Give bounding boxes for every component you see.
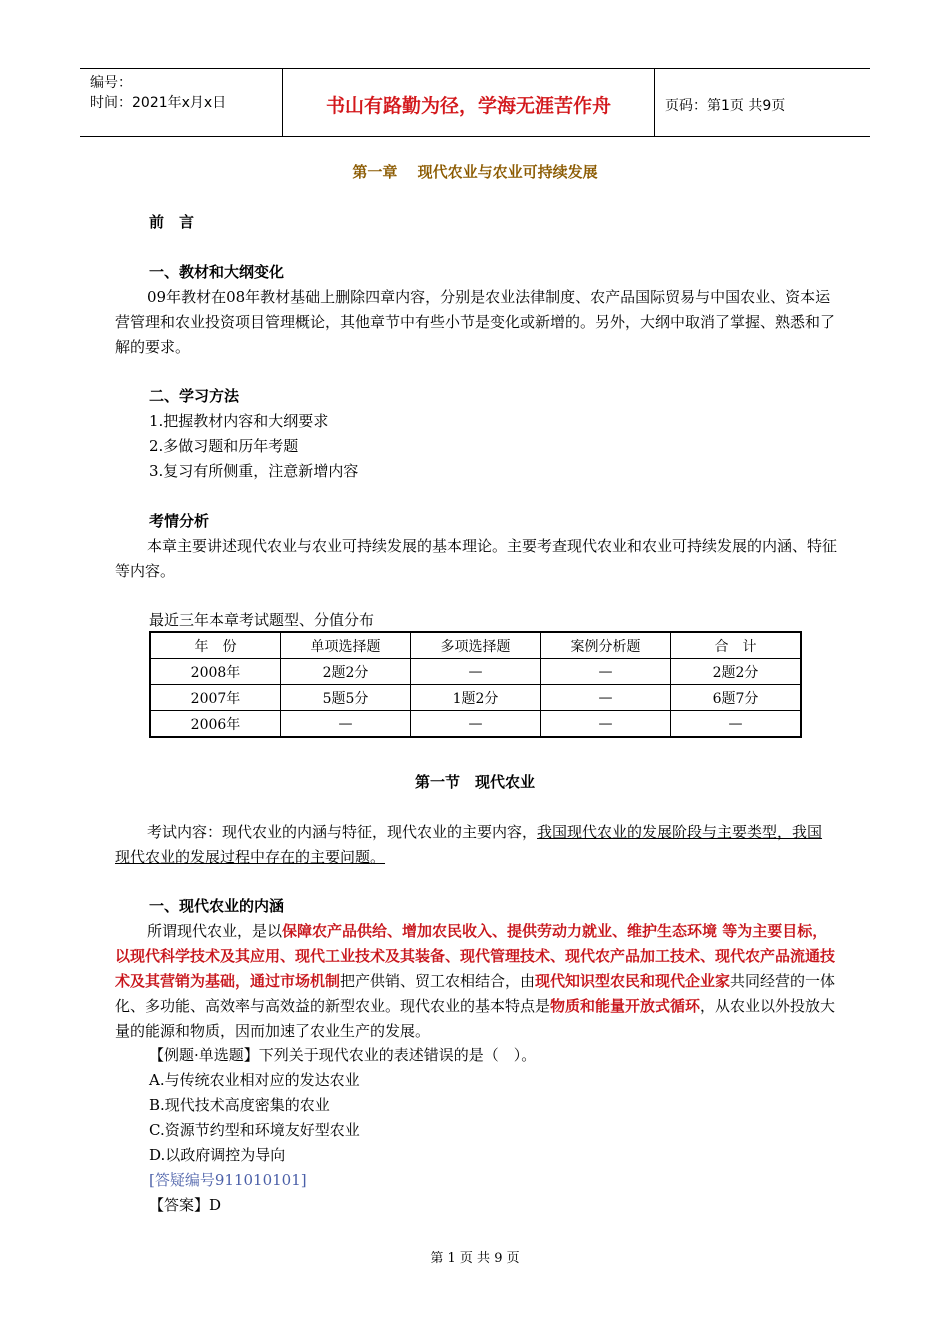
table-cell: 5题5分: [281, 685, 411, 711]
table-header-cell: 单项选择题: [281, 632, 411, 659]
connotation-paragraph: [115, 919, 837, 1044]
table-row: [150, 711, 801, 738]
table-cell: 2008年: [150, 659, 281, 685]
table-cell: 6题7分: [671, 685, 802, 711]
table-cell: 2题2分: [281, 659, 411, 685]
table-cell: —: [541, 659, 671, 685]
header-info-cell: [80, 69, 283, 136]
table-cell: 2006年: [150, 711, 281, 738]
connotation-text-4: ，从农业以外投放大量的能源和物质，因而加速了农业生产的发展。: [115, 997, 836, 1040]
table-cell: —: [281, 711, 411, 738]
table-cell: —: [411, 711, 541, 738]
connotation-heading: 一、现代农业的内涵: [149, 897, 285, 915]
option-b: B.现代技术高度密集的农业: [149, 1096, 330, 1114]
connotation-highlight-3: 物质和能量开放式循环: [550, 997, 701, 1015]
table-header-cell: 多项选择题: [411, 632, 541, 659]
page-header: [80, 68, 870, 137]
answer-reference-link[interactable]: [答疑编号911010101]: [149, 1171, 307, 1189]
section-heading-textbook: 一、教材和大纲变化: [149, 263, 285, 281]
exam-content-underlined: 我国现代农业的发展阶段与主要类型，我国现代农业的发展过程中存在的主要问题。: [115, 823, 823, 866]
table-cell: —: [541, 711, 671, 738]
analysis-paragraph: 本章主要讲述现代农业与农业可持续发展的基本理论。主要考查现代农业和农业可持续发展的内涵、特征等内容。: [115, 537, 838, 580]
time-label: 时间：2021年x月x日: [90, 95, 227, 111]
option-a: A.与传统农业相对应的发达农业: [149, 1071, 360, 1089]
method-item-2: 2.多做习题和历年考题: [149, 437, 299, 455]
table-header-cell: 合 计: [671, 632, 802, 659]
page-footer: 第 1 页 共 9 页: [430, 1251, 520, 1266]
option-d: D.以政府调控为导向: [149, 1146, 286, 1164]
table-cell: —: [541, 685, 671, 711]
exam-content-plain: 考试内容：现代农业的内涵与特征，现代农业的主要内容，: [147, 823, 538, 841]
preface-heading: 前 言: [149, 213, 195, 231]
header-motto-cell: [283, 69, 655, 136]
page-number-label: 页码：第1页 共9页: [665, 98, 786, 114]
table-cell: —: [671, 711, 802, 738]
table-cell: 2007年: [150, 685, 281, 711]
motto: 书山有路勤为径，学海无涯苦作舟: [325, 95, 611, 117]
connotation-highlight-1: 保障农产品供给、增加农民收入、提供劳动力就业、维护生态环境 等为主要目标，以现代科学技术及其应用、现代工业技术及其装备、现代管理技术、现代农产品加工技术、现代农产品流通技术及其营销为基础，通过市场机制: [115, 922, 836, 990]
table-row: [150, 685, 801, 711]
table-cell: 1题2分: [411, 685, 541, 711]
exam-content-paragraph: [115, 820, 837, 870]
option-c: C.资源节约型和环境友好型农业: [149, 1121, 360, 1139]
table-header-row: [150, 632, 801, 659]
table-cell: —: [411, 659, 541, 685]
header-page-cell: [655, 69, 870, 136]
connotation-text-2: 把产供销、贸工农相结合，由: [340, 972, 536, 990]
table-caption: 最近三年本章考试题型、分值分布: [149, 611, 375, 629]
table-row: [150, 659, 801, 685]
method-item-1: 1.把握教材内容和大纲要求: [149, 412, 329, 430]
analysis-heading: 考情分析: [149, 512, 210, 530]
section-heading-method: 二、学习方法: [149, 387, 240, 405]
connotation-highlight-2: 现代知识型农民和现代企业家: [535, 972, 731, 990]
table-cell: 2题2分: [671, 659, 802, 685]
section-title: 第一节 现代农业: [414, 773, 535, 791]
example-question: 【例题·单选题】下列关于现代农业的表述错误的是（ ）。: [149, 1046, 537, 1064]
serial-number-label: 编号：: [90, 75, 132, 91]
textbook-changes-paragraph: 09年教材在08年教材基础上删除四章内容，分别是农业法律制度、农产品国际贸易与中国农业、资本运营管理和农业投资项目管理概论，其他章节中有些小节是变化或新增的。另外，大纲中取消了掌握、熟悉和了解的要求。: [115, 288, 836, 356]
connotation-text-1: 所谓现代农业，是以: [147, 922, 283, 940]
method-item-3: 3.复习有所侧重，注意新增内容: [149, 462, 359, 480]
exam-distribution-table: [149, 631, 802, 738]
table-header-cell: 案例分析题: [541, 632, 671, 659]
answer-text: 【答案】D: [149, 1196, 222, 1214]
chapter-title: 第一章 现代农业与农业可持续发展: [352, 163, 598, 181]
connotation-text-3: 共同经营的一体化、多功能、高效率与高效益的新型农业。现代农业的基本特点是: [115, 972, 836, 1015]
table-header-cell: 年 份: [150, 632, 281, 659]
